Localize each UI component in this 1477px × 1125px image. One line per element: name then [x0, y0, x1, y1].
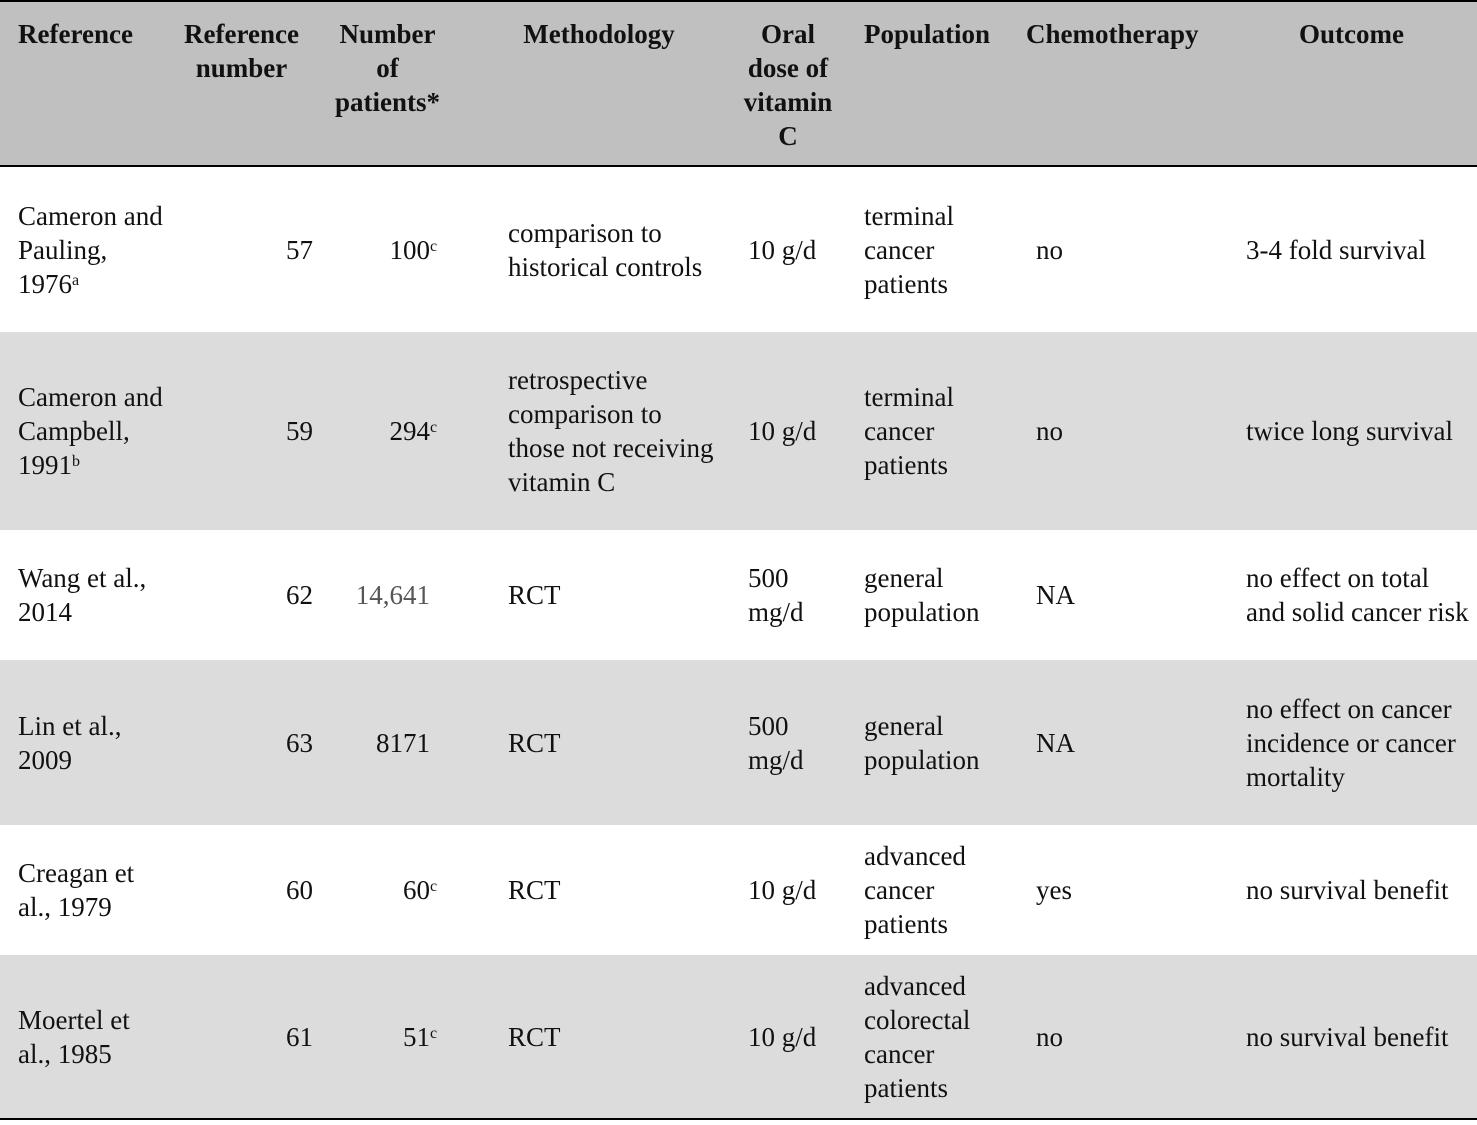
header-outcome: Outcome [1226, 1, 1477, 166]
table-row [0, 530, 1477, 660]
patients-footnote: c [430, 419, 438, 436]
patients-text: 51 [403, 1021, 430, 1052]
reference-text: Cameron and Pauling, 1976 [18, 200, 163, 299]
cell-patients [313, 166, 488, 332]
header-patients [313, 1, 488, 166]
cell-reference [0, 166, 170, 332]
cell-dose: 10 g/d [748, 234, 817, 265]
table-row [0, 332, 1477, 530]
cell-chemotherapy: no [1036, 234, 1063, 265]
header-dose-label: Oral dose of vitamin C [743, 19, 833, 151]
cell-methodology: RCT [508, 875, 561, 905]
cell-outcome: twice long survival [1246, 416, 1453, 446]
dose-text: 500 mg/d [748, 563, 804, 627]
cell-chemotherapy: NA [1036, 727, 1075, 758]
header-population: Population [854, 1, 1018, 166]
table-row [0, 825, 1477, 955]
cell-outcome: no effect on cancer incidence or cancer mortality [1246, 693, 1456, 792]
header-chemotherapy: Chemotherapy [1018, 1, 1226, 166]
patients-footnote: c [430, 1024, 438, 1042]
cell-dose [726, 660, 854, 825]
cell-reference [0, 332, 170, 530]
cell-reference [0, 825, 170, 955]
patients-text: 8171 [376, 727, 430, 758]
cell-dose: 10 g/d [748, 416, 817, 446]
patients-text: 100 [389, 234, 430, 265]
cell-outcome: no survival benefit [1246, 875, 1449, 905]
cell-reference [0, 530, 170, 660]
cell-population: advanced colorectal cancer patients [854, 955, 1018, 1119]
patients-text: 60 [403, 875, 430, 905]
cell-reference-number: 57 [286, 234, 313, 265]
cell-population: advanced cancer patients [864, 841, 966, 939]
reference-footnote: a [72, 271, 80, 289]
cell-reference-number: 62 [286, 580, 313, 610]
cell-reference-number: 61 [170, 955, 313, 1119]
cell-patients [313, 955, 488, 1119]
cell-chemotherapy: no [1018, 955, 1226, 1119]
patients-footnote: c [430, 878, 438, 895]
cell-outcome: no effect on total and solid cancer risk [1246, 563, 1469, 627]
cell-patients [313, 332, 488, 530]
cell-population: terminal cancer patients [864, 382, 954, 480]
cell-dose: 10 g/d [726, 955, 854, 1119]
header-row [0, 1, 1477, 166]
patients-footnote: c [430, 237, 438, 255]
header-dose [726, 1, 854, 166]
table-row [0, 955, 1477, 1119]
header-reference: Reference [0, 1, 170, 166]
cell-reference-number: 63 [286, 727, 313, 758]
cell-patients [313, 660, 488, 825]
cell-dose: 10 g/d [748, 875, 817, 905]
cell-methodology: RCT [488, 955, 726, 1119]
cell-chemotherapy: yes [1036, 875, 1072, 905]
cell-population: terminal cancer patients [864, 200, 954, 299]
cell-reference-number: 60 [286, 875, 313, 905]
cell-chemotherapy: no [1036, 416, 1063, 446]
header-reference-number-label: Reference number [184, 19, 299, 83]
cell-methodology: retrospective comparison to those not receiving vitamin C [508, 365, 714, 497]
cell-outcome: 3-4 fold survival [1246, 234, 1426, 265]
reference-text: Moertel et al., 1985 [18, 1004, 130, 1069]
dose-text: 500 mg/d [748, 710, 804, 775]
cell-dose [726, 530, 854, 660]
table-row [0, 166, 1477, 332]
header-patients-label: Number of patients* [334, 19, 440, 117]
cell-chemotherapy: NA [1036, 580, 1075, 610]
cell-reference-number: 59 [286, 416, 313, 446]
cell-patients [313, 530, 488, 660]
patients-text: 14,641 [355, 580, 430, 610]
reference-text: Creagan et al., 1979 [18, 858, 135, 922]
cell-methodology: RCT [508, 727, 561, 758]
reference-text: Lin et al., 2009 [18, 710, 122, 775]
table-row [0, 660, 1477, 825]
reference-footnote: b [72, 453, 80, 470]
cell-reference [0, 660, 170, 825]
patients-text: 294 [389, 416, 430, 446]
cell-reference [0, 955, 170, 1119]
cell-patients [313, 825, 488, 955]
cell-methodology: comparison to historical controls [508, 217, 703, 282]
header-methodology: Methodology [488, 1, 726, 166]
header-reference-number [170, 1, 313, 166]
cell-population: general population [864, 563, 980, 627]
reference-text: Cameron and Campbell, 1991 [18, 382, 163, 480]
cell-methodology: RCT [508, 580, 561, 610]
cell-population: general population [864, 710, 980, 775]
cell-outcome: no survival benefit [1226, 955, 1477, 1119]
reference-text: Wang et al., 2014 [18, 563, 147, 627]
